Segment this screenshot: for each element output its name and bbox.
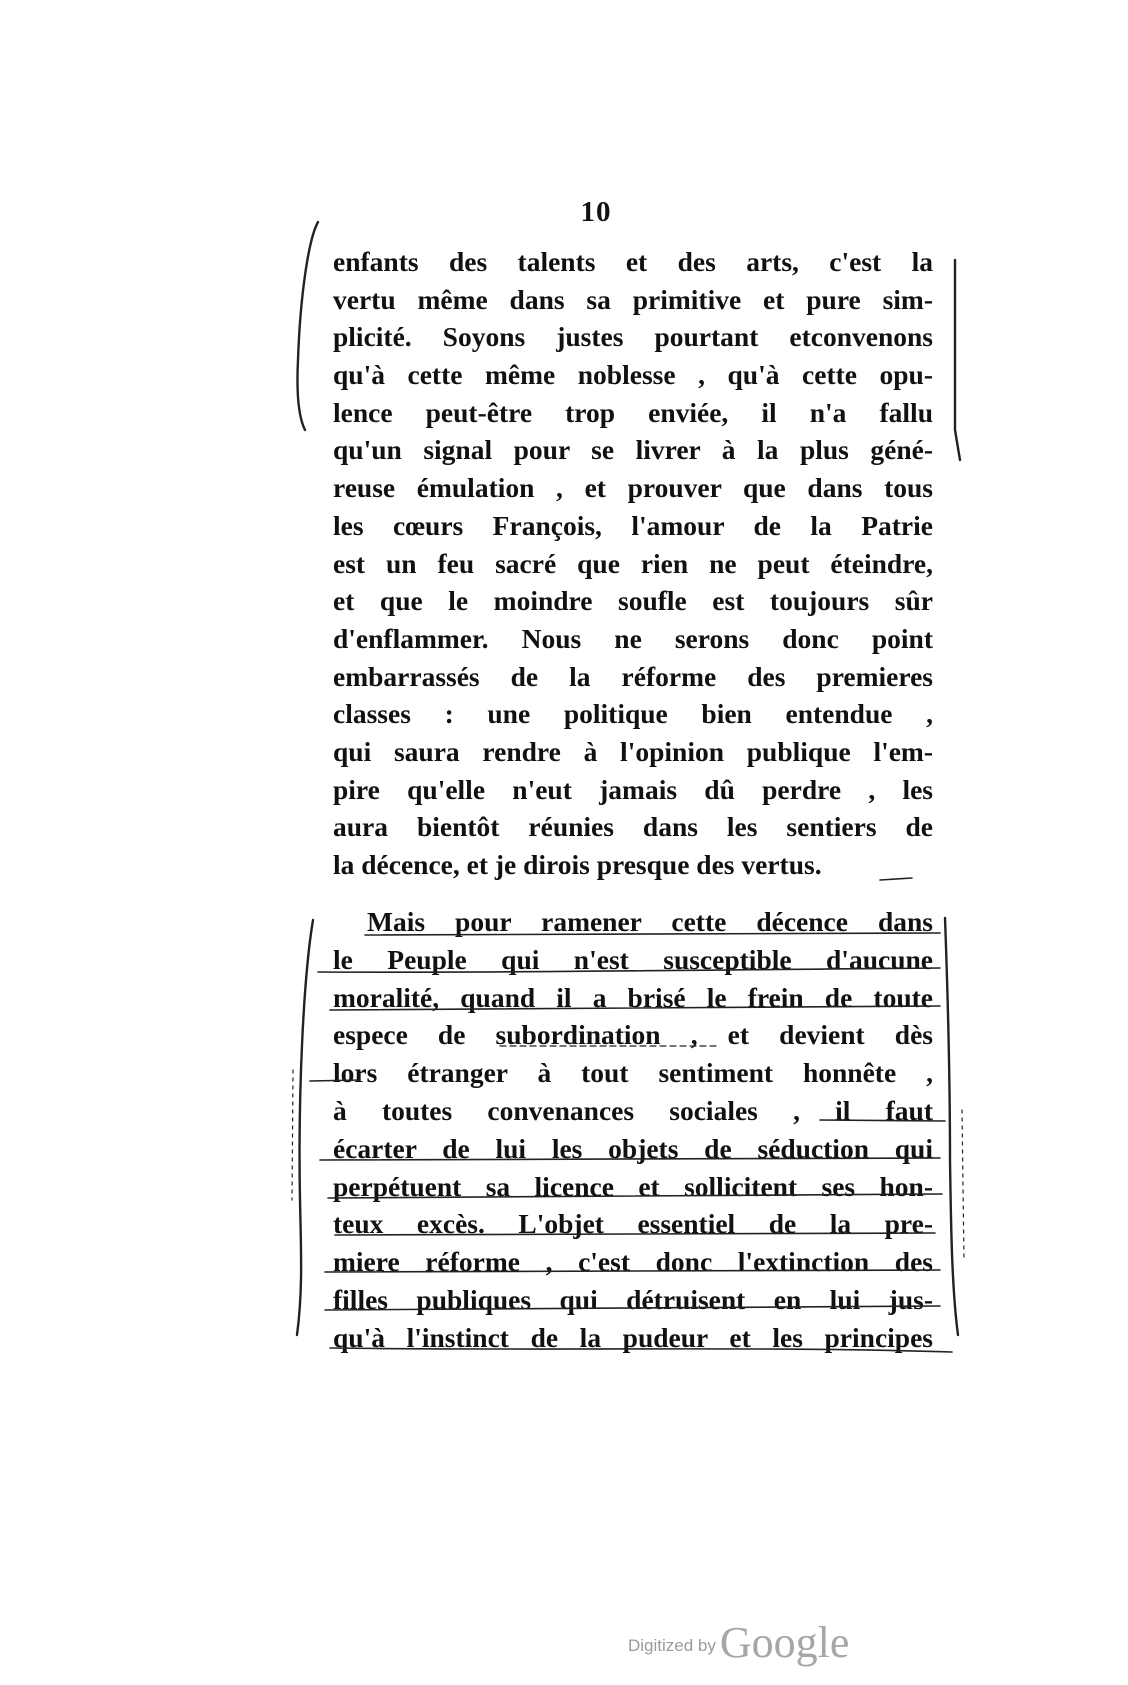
- left-margin-bracket-1: [297, 222, 318, 430]
- text-line: aura bientôt réunies dans les sentiers de: [333, 811, 933, 843]
- text-line: pire qu'elle n'eut jamais dû perdre , les: [333, 773, 933, 805]
- text-line: à toutes convenances sociales , il faut: [333, 1094, 933, 1126]
- paragraph-1: [333, 243, 933, 884]
- watermark-prefix: Digitized by: [628, 1636, 716, 1655]
- text-line: qui saura rendre à l'opinion publique l'em-: [333, 735, 933, 767]
- google-logo: Google: [719, 1618, 850, 1667]
- text-line: classes : une politique bien entendue ,: [333, 698, 933, 730]
- text-line: qu'à l'instinct de la pudeur et les principes: [333, 1321, 933, 1353]
- text-line: le Peuple qui n'est susceptible d'aucune: [333, 943, 933, 975]
- text-line: enfants des talents et des arts, c'est la: [333, 246, 933, 277]
- text-line: lors étranger à tout sentiment honnête ,: [333, 1057, 933, 1089]
- text-line: teux excès. L'objet essentiel de la pre-: [333, 1208, 933, 1240]
- right-margin-bracket-2: [945, 918, 958, 1335]
- text-line: lence peut-être trop enviée, il n'a fallu: [333, 396, 933, 428]
- left-margin-hatching: [292, 1070, 293, 1200]
- text-line: perpétuent sa licence et sollicitent ses hon-: [333, 1170, 933, 1202]
- text-line: filles publiques qui détruisent en lui jus-: [333, 1283, 933, 1315]
- page-number: [0, 196, 1128, 229]
- text-line: est un feu sacré que rien ne peut éteindre,: [333, 547, 933, 579]
- text-line: les cœurs François, l'amour de la Patrie: [333, 509, 933, 541]
- paragraph-2: [333, 903, 933, 1357]
- left-margin-bracket-2: [297, 920, 313, 1335]
- text-line: la décence, et je dirois presque des vertus.: [333, 849, 822, 880]
- text-line: d'enflammer. Nous ne serons donc point: [333, 622, 933, 654]
- text-line: qu'à cette même noblesse , qu'à cette opu-: [333, 359, 933, 391]
- text-line: qu'un signal pour se livrer à la plus géné-: [333, 434, 933, 466]
- text-line: écarter de lui les objets de séduction qui: [333, 1132, 933, 1164]
- text-line: et que le moindre soufle est toujours sûr: [333, 585, 933, 617]
- text-line: espece de subordination , et devient dès: [333, 1019, 933, 1051]
- text-line: moralité, quand il a brisé le frein de toute: [333, 981, 933, 1013]
- digitized-watermark: [628, 1617, 849, 1668]
- text-line: reuse émulation , et prouver que dans tous: [333, 472, 933, 504]
- text-line: vertu même dans sa primitive et pure sim-: [333, 283, 933, 315]
- page-number-text: 10: [580, 196, 612, 228]
- right-margin-bracket-1: [955, 260, 960, 460]
- right-margin-hatching: [962, 1110, 964, 1260]
- text-line: embarrassés de la réforme des premieres: [333, 660, 933, 692]
- text-line: plicité. Soyons justes pourtant etconvenons: [333, 321, 933, 353]
- text-line: Mais pour ramener cette décence dans: [367, 906, 933, 937]
- text-line: miere réforme , c'est donc l'extinction des: [333, 1246, 933, 1278]
